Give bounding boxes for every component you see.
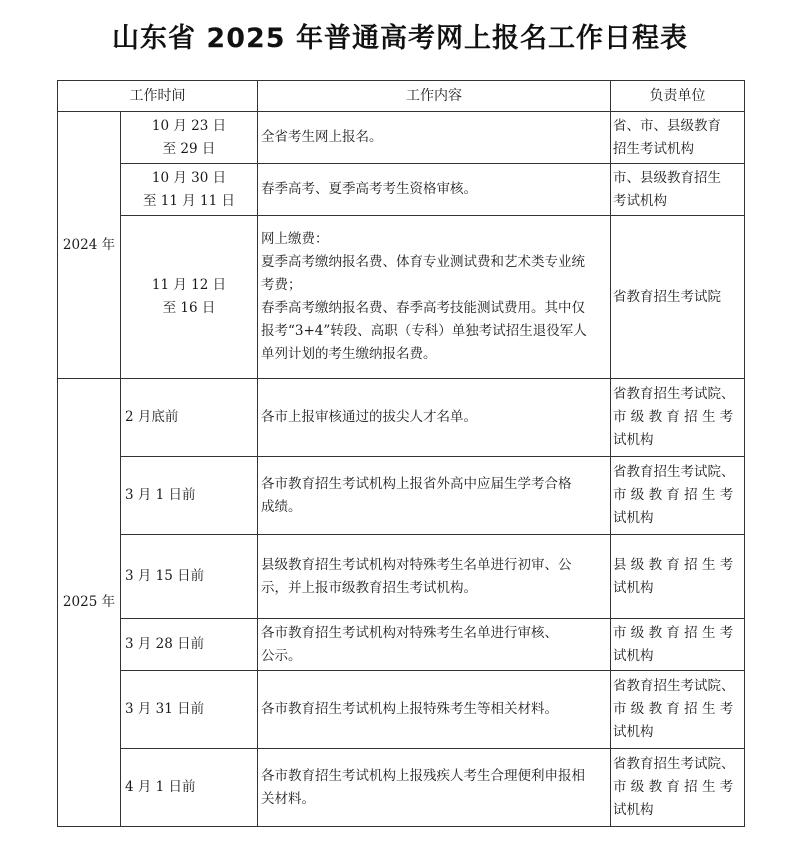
content-text: 春季高考、夏季高考考生资格审核。 bbox=[261, 181, 477, 197]
dept-cell bbox=[611, 535, 745, 619]
content-text: 单列计划的考生缴纳报名费。 bbox=[261, 346, 437, 362]
table-row bbox=[58, 216, 745, 379]
table-row bbox=[58, 164, 745, 216]
content-cell bbox=[258, 535, 611, 619]
dept-text: 市 级 教 育 招 生 考 bbox=[613, 779, 734, 795]
content-text: 关材料。 bbox=[261, 790, 315, 807]
time-text: 3 月 31 日前 bbox=[125, 701, 205, 717]
header-dept: 负责单位 bbox=[611, 81, 745, 112]
dept-text: 试机构 bbox=[613, 432, 654, 448]
content-text: 各市教育招生考试机构对特殊考生名单进行审核、 bbox=[261, 624, 558, 641]
dept-cell bbox=[611, 619, 745, 671]
time-text: 11 月 12 日 bbox=[151, 277, 227, 293]
dept-text: 试机构 bbox=[613, 510, 654, 526]
dept-text: 试机构 bbox=[613, 802, 654, 818]
header-time: 工作时间 bbox=[58, 81, 258, 112]
header-content: 工作内容 bbox=[258, 81, 611, 112]
dept-text: 省教育招生考试院 bbox=[613, 288, 721, 305]
content-cell bbox=[258, 619, 611, 671]
time-text: 3 月 15 日前 bbox=[125, 568, 205, 584]
time-text: 至 29 日 bbox=[162, 140, 216, 157]
dept-text: 试机构 bbox=[613, 579, 654, 596]
time-text: 4 月 1 日前 bbox=[125, 779, 196, 795]
time-text: 3 月 28 日前 bbox=[125, 636, 205, 652]
dept-text: 试机构 bbox=[613, 724, 654, 740]
content-cell bbox=[258, 749, 611, 827]
dept-text: 省教育招生考试院、 bbox=[613, 678, 735, 694]
dept-cell bbox=[611, 457, 745, 535]
dept-cell bbox=[611, 379, 745, 457]
content-cell bbox=[258, 379, 611, 457]
content-text: 各市教育招生考试机构上报特殊考生等相关材料。 bbox=[261, 701, 558, 717]
header-row bbox=[58, 81, 745, 112]
content-text: 各市教育招生考试机构上报残疾人考生合理便利申报相 bbox=[261, 767, 585, 784]
time-cell bbox=[121, 619, 258, 671]
table-row bbox=[58, 535, 745, 619]
content-text: 夏季高考缴纳报名费、体育专业测试费和艺术类专业统 bbox=[261, 254, 585, 270]
dept-text: 市 级 教 育 招 生 考 bbox=[613, 701, 734, 717]
time-cell bbox=[121, 164, 258, 216]
content-text: 公示。 bbox=[261, 647, 302, 664]
content-text: 考费； bbox=[261, 277, 302, 293]
dept-text: 市 级 教 育 招 生 考 bbox=[613, 409, 734, 425]
content-cell bbox=[258, 164, 611, 216]
time-text: 3 月 1 日前 bbox=[125, 487, 196, 503]
dept-cell bbox=[611, 749, 745, 827]
content-cell bbox=[258, 457, 611, 535]
content-text: 各市教育招生考试机构上报省外高中应届生学考合格 bbox=[261, 475, 572, 492]
dept-cell bbox=[611, 164, 745, 216]
schedule-table bbox=[57, 80, 745, 827]
time-text: 至 16 日 bbox=[162, 300, 216, 316]
content-text: 示，并上报市级教育招生考试机构。 bbox=[261, 579, 477, 596]
time-cell bbox=[121, 112, 258, 164]
dept-text: 省教育招生考试院、 bbox=[613, 464, 735, 480]
content-text: 春季高考缴纳报名费、春季高考技能测试费用。其中仅 bbox=[261, 300, 585, 316]
year-cell-2025: 2025 年 bbox=[58, 379, 121, 827]
dept-cell bbox=[611, 112, 745, 164]
content-cell bbox=[258, 671, 611, 749]
dept-cell bbox=[611, 216, 745, 379]
table-row bbox=[58, 749, 745, 827]
dept-text: 省教育招生考试院、 bbox=[613, 756, 735, 772]
time-text: 10 月 23 日 bbox=[151, 117, 227, 134]
table-row bbox=[58, 671, 745, 749]
dept-text: 市 级 教 育 招 生 考 bbox=[613, 624, 734, 641]
time-cell bbox=[121, 749, 258, 827]
content-cell bbox=[258, 112, 611, 164]
dept-text: 县 级 教 育 招 生 考 bbox=[613, 556, 734, 573]
dept-text: 考试机构 bbox=[613, 192, 667, 209]
content-text: 各市上报审核通过的拔尖人才名单。 bbox=[261, 409, 477, 425]
time-cell bbox=[121, 671, 258, 749]
dept-text: 市、县级教育招生 bbox=[613, 169, 721, 186]
time-cell bbox=[121, 379, 258, 457]
dept-text: 市 级 教 育 招 生 考 bbox=[613, 487, 734, 503]
dept-text: 试机构 bbox=[613, 647, 654, 664]
table-row bbox=[58, 379, 745, 457]
dept-text: 招生考试机构 bbox=[613, 140, 694, 157]
dept-text: 省、市、县级教育 bbox=[613, 117, 721, 134]
content-text: 县级教育招生考试机构对特殊考生名单进行初审、公 bbox=[261, 556, 572, 573]
content-text: 网上缴费： bbox=[261, 231, 329, 247]
time-text: 10 月 30 日 bbox=[151, 169, 227, 186]
content-text: 全省考生网上报名。 bbox=[261, 129, 383, 145]
dept-text: 省教育招生考试院、 bbox=[613, 386, 735, 402]
time-cell bbox=[121, 535, 258, 619]
table-row bbox=[58, 619, 745, 671]
table-row bbox=[58, 112, 745, 164]
content-text: 成绩。 bbox=[261, 498, 302, 515]
time-cell bbox=[121, 457, 258, 535]
page-title: 山东省 2025 年普通高考网上报名工作日程表 bbox=[112, 23, 688, 54]
content-text: 报考“3+4”转段、高职（专科）单独考试招生退役军人 bbox=[261, 323, 587, 339]
dept-cell bbox=[611, 671, 745, 749]
year-cell-2024: 2024 年 bbox=[58, 112, 121, 379]
time-text: 2 月底前 bbox=[125, 409, 179, 425]
table-row bbox=[58, 457, 745, 535]
time-text: 至 11 月 11 日 bbox=[142, 192, 236, 209]
time-cell bbox=[121, 216, 258, 379]
content-cell bbox=[258, 216, 611, 379]
